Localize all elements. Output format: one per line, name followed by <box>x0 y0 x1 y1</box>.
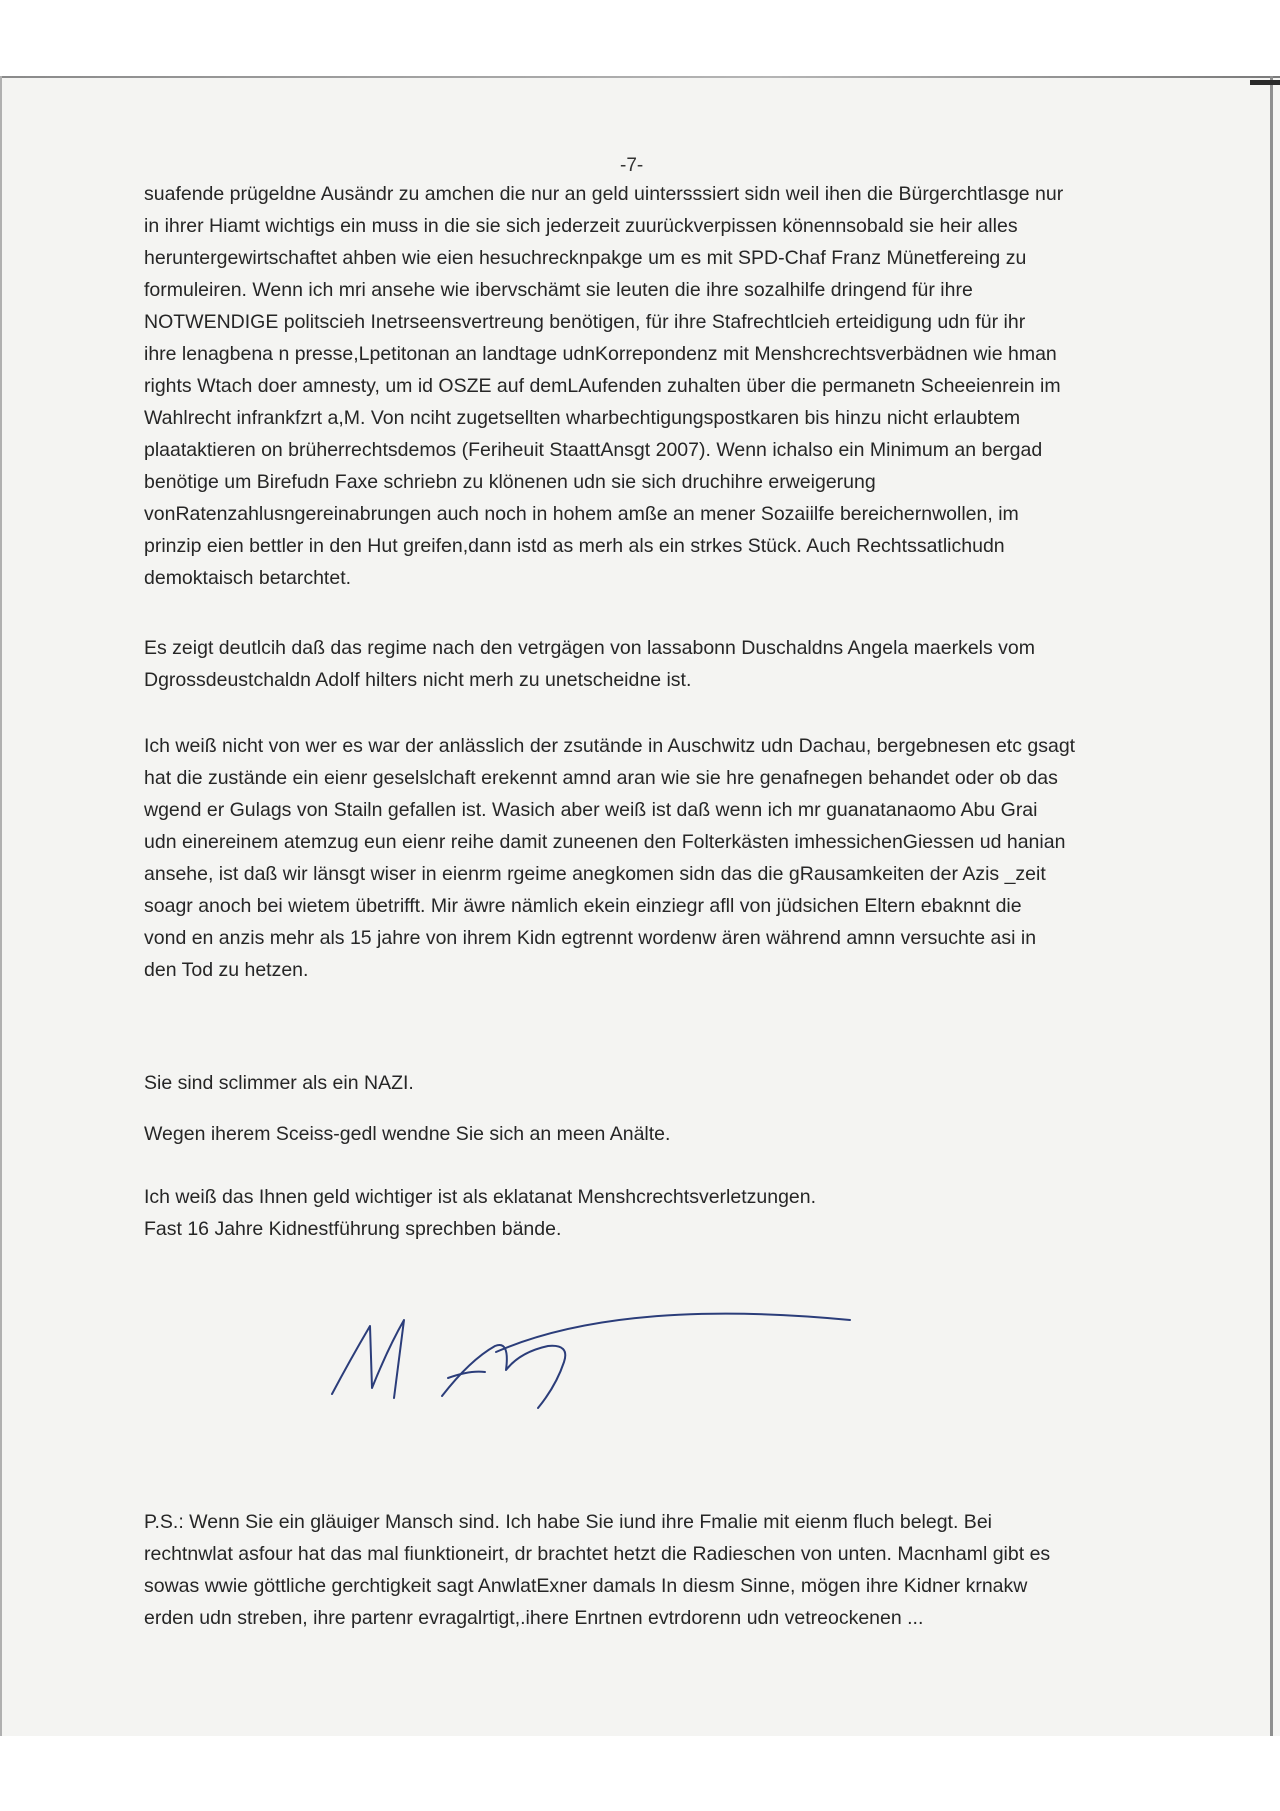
paragraph-6: Ich weiß das Ihnen geld wichtiger ist als eklatanat Menshcrechtsverletzungen. Fast 16 Jahre Kidnestführung sprechben bände. <box>144 1186 817 1240</box>
paragraph-1: suafende prügeldne Ausändr zu amchen die nur an geld uintersssiert sidn weil ihen die Bürgerchtlasge nur in ihrer Hiamt wichtigs ein muss in die sie sich jederzeit zuurückverpissen könennsobald sie heir alles heruntergewirtschaftet ahben wie eien hesuchrecknpakge um es mit SPD-Chaf Franz Münetfereing zu formuleiren. Wenn ich mri ansehe wie ibervschämt sie leuten die ihre sozalhilfe dringend für ihre NOTWENDIGE politscieh Inetrseensvertreung benötigen, für ihre Stafrechtlcieh erteidigung udn für ihr ihre lenagbena n presse,Lpetitonan an landtage udnKorrepondenz mit Menshcrechtsverbädnen wie hman rights Wtach doer amnesty, um id OSZE auf demLAufenden zuhalten über die permanetn Scheeienrein im Wahlrecht infrankfzrt a,M. Von nciht zugetsellten wharbechtigungspostkaren bis hinzu nicht erlaubtem plaataktieren on brüherrechtsdemos (Feriheuit StaattAnsgt 2007). Wenn ichalso ein Minimum an bergad benötige um Birefudn Faxe schriebn zu klönenen udn sie sich druchihre erweigerung vonRatenzahlusngereinabrungen auch noch in hohem amße an mener Sozaiilfe bereichernwollen, im prinzip eien bettler in den Hut greifen,dann istd as merh als ein strkes Stück. Auch Rechtssatlichudn demoktaisch betarchtet. <box>144 183 1064 589</box>
paragraph-4: Sie sind sclimmer als ein NAZI. <box>144 1072 414 1094</box>
paragraph-2: Es zeigt deutlcih daß das regime nach den vetrgägen von lassabonn Duschaldns Angela maerkels vom Dgrossdeustchaldn Adolf hilters nicht merh zu unetscheidne ist. <box>144 637 1036 691</box>
handwritten-signature <box>320 1300 880 1420</box>
paragraph-5: Wegen iherem Sceiss-gedl wendne Sie sich an meen Anälte. <box>144 1123 671 1145</box>
signature-stroke-m <box>332 1320 404 1398</box>
signature-stroke-dash <box>448 1372 485 1378</box>
paragraph-ps: P.S.: Wenn Sie ein gläuiger Mansch sind. Ich habe Sie iund ihre Fmalie mit eienm fluch belegt. Bei rechtnwlat asfour hat das mal fiunktioneirt, dr brachtet hetzt die Radieschen von unten. Macnhaml gibt es sowas wwie göttliche gerchtigkeit sagt AnwlatExner damals In diesm Sinne, mögen ihre Kidner krnakw erden udn streben, ihre partenr evragalrtigt,.ihere Enrtnen evtrdorenn udn vetreockenen ... <box>144 1511 1051 1629</box>
page-number: -7- <box>620 155 644 176</box>
signature-stroke-main <box>442 1345 565 1408</box>
paragraph-3: Ich weiß nicht von wer es war der anlässlich der zsutände in Auschwitz udn Dachau, bergebnesen etc gsagt hat die zustände ein eienr geselslchaft erekennt amnd aran wie sie hre genafnegen behandet oder ob das wgend er Gulags von Stailn gefallen ist. Wasich aber weiß ist daß wenn ich mr guanatanaomo Abu Grai udn einereinem atemzug eun eienr reihe damit zuneenen den Folterkästen imhessichenGiessen ud hanian ansehe, ist daß wir länsgt wiser in eienrm rgeime anegkomen sidn das die gRausamkeiten der Azis _zeit soagr anoch bei wietem übetrifft. Mir äwre nämlich ekein einziegr afll von jüdsichen Eltern ebaknnt die vond en anzis mehr als 15 jahre von ihrem Kidn egtrennt wordenw ären während amnn versuchte asi in den Tod zu hetzen. <box>144 735 1076 981</box>
